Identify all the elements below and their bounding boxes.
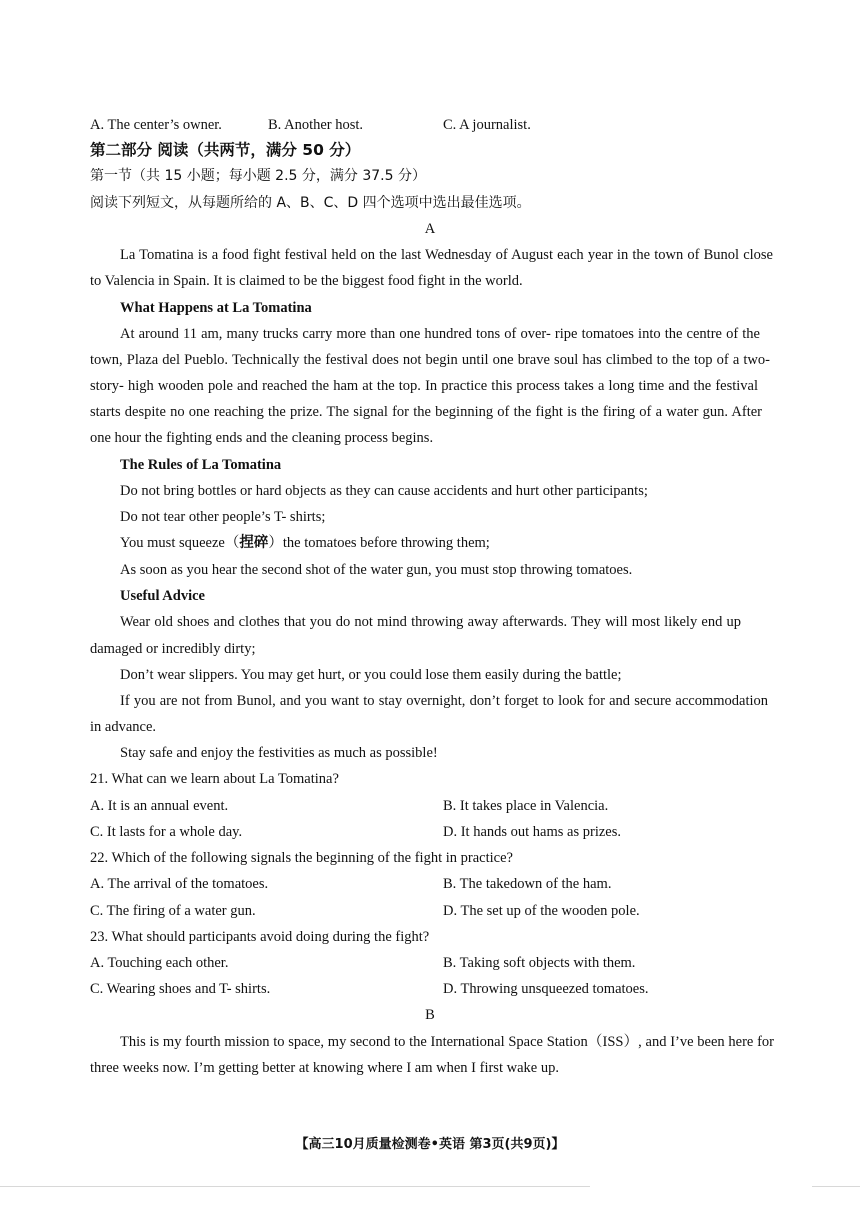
passage-a-intro-line-1: La Tomatina is a food fight festival held on the last Wednesday of August each year in the town of Bunol close [120, 247, 773, 263]
question-23-option-c: C. Wearing shoes and T- shirts. [90, 981, 271, 997]
passage-b-line-2: three weeks now. I’m getting better at knowing where I am when I first wake up. [90, 1060, 559, 1076]
section-instruction: 阅读下列短文，从每题所给的 A、B、C、D 四个选项中选出最佳选项。 [90, 195, 531, 211]
question-21-option-d: D. It hands out hams as prizes. [443, 824, 621, 840]
passage-b-line-1: This is my fourth mission to space, my second to the International Space Station（ISS）, and I’ve been here for [120, 1034, 774, 1050]
what-happens-line-3: story- high wooden pole and reached the ham at the top. In practice this process takes a long time and the festival [90, 378, 758, 394]
rule-2: Do not tear other people’s T- shirts; [120, 509, 326, 525]
question-23-option-a: A. Touching each other. [90, 955, 229, 971]
what-happens-line-2: town, Plaza del Pueblo. Technically the festival does not begin until one brave soul has climbed to the top of a two- [90, 352, 770, 368]
question-23-option-b: B. Taking soft objects with them. [443, 955, 636, 971]
passage-a-label: A [424, 221, 436, 237]
rule-3 [120, 534, 490, 552]
question-22-option-d: D. The set up of the wooden pole. [443, 903, 640, 919]
question-21-option-b: B. It takes place in Valencia. [443, 798, 609, 814]
rule-3-text-start: You must squeeze（ [120, 535, 240, 551]
advice-3-line-1: If you are not from Bunol, and you want to stay overnight, don’t forget to look for and secure accommodation [120, 693, 768, 709]
bottom-divider-left [0, 1186, 590, 1187]
advice-4: Stay safe and enjoy the festivities as much as possible! [120, 745, 438, 761]
question-22-option-a: A. The arrival of the tomatoes. [90, 876, 269, 892]
heading-advice: Useful Advice [120, 588, 205, 604]
question-21-option-a: A. It is an annual event. [90, 798, 229, 814]
section-subtitle: 第一节（共 15 小题；每小题 2.5 分，满分 37.5 分） [90, 168, 426, 184]
advice-3-line-2: in advance. [90, 719, 157, 735]
page-footer: 【高三10月质量检测卷•英语 第3页(共9页)】 [295, 1137, 565, 1152]
question-21-option-c: C. It lasts for a whole day. [90, 824, 243, 840]
prev-option-a: A. The center’s owner. [90, 117, 222, 133]
rule-3-chinese-gloss: 捏碎 [239, 535, 269, 551]
rule-3-text-end: ）the tomatoes before throwing them; [268, 535, 490, 551]
advice-2: Don’t wear slippers. You may get hurt, or you could lose them easily during the battle; [120, 667, 622, 683]
question-23-option-d: D. Throwing unsqueezed tomatoes. [443, 981, 649, 997]
prev-option-c: C. A journalist. [443, 117, 531, 133]
advice-1-line-2: damaged or incredibly dirty; [90, 641, 256, 657]
heading-rules: The Rules of La Tomatina [120, 457, 282, 473]
rule-4: As soon as you hear the second shot of the water gun, you must stop throwing tomatoes. [120, 562, 633, 578]
prev-option-b: B. Another host. [268, 117, 364, 133]
section-title: 第二部分 阅读（共两节，满分 50 分） [90, 141, 361, 159]
what-happens-line-5: one hour the fighting ends and the cleaning process begins. [90, 430, 434, 446]
rule-1: Do not bring bottles or hard objects as they can cause accidents and hurt other participants; [120, 483, 648, 499]
question-22-option-b: B. The takedown of the ham. [443, 876, 612, 892]
heading-what-happens: What Happens at La Tomatina [120, 300, 312, 316]
advice-1-line-1: Wear old shoes and clothes that you do not mind throwing away afterwards. They will most likely end up [120, 614, 741, 630]
bottom-divider-right [812, 1186, 860, 1187]
passage-b-label: B [425, 1007, 435, 1023]
question-22-option-c: C. The firing of a water gun. [90, 903, 256, 919]
question-22-stem: 22. Which of the following signals the beginning of the fight in practice? [90, 850, 513, 866]
question-23-stem: 23. What should participants avoid doing during the fight? [90, 929, 430, 945]
what-happens-line-1: At around 11 am, many trucks carry more than one hundred tons of over- ripe tomatoes into the centre of the [120, 326, 760, 342]
passage-a-intro-line-2: to Valencia in Spain. It is claimed to be the biggest food fight in the world. [90, 273, 523, 289]
question-21-stem: 21. What can we learn about La Tomatina? [90, 771, 339, 787]
what-happens-line-4: starts despite no one reaching the prize. The signal for the beginning of the fight is the firing of a water gun. After [90, 404, 762, 420]
